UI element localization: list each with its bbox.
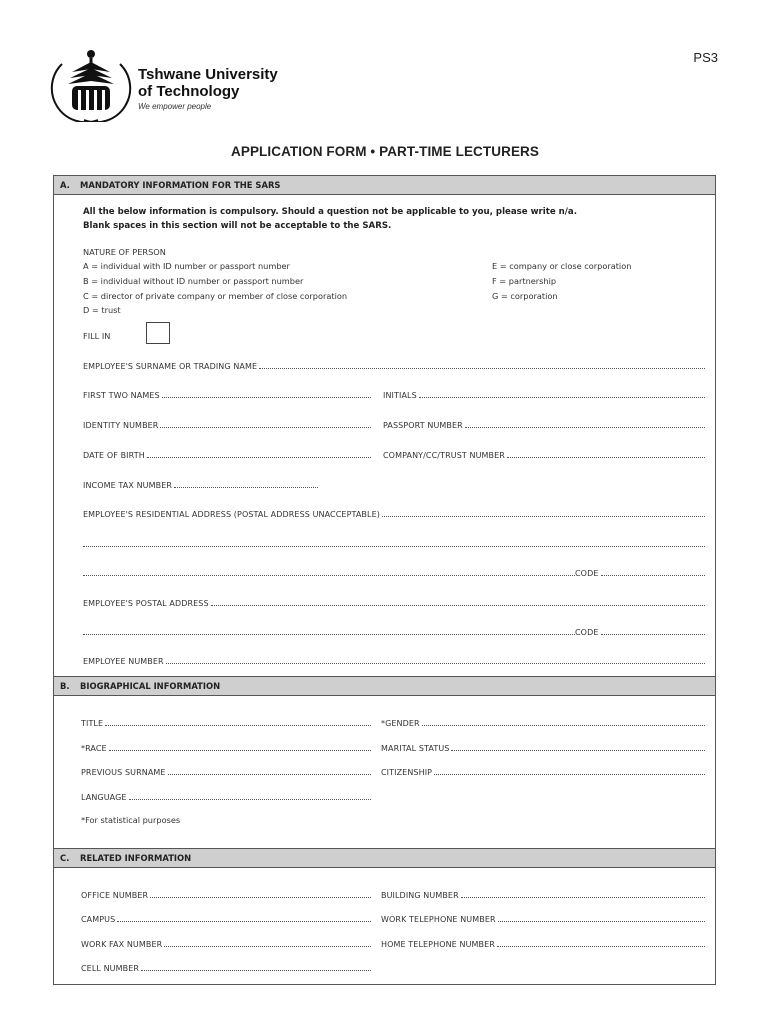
- previous-surname-field[interactable]: [81, 765, 371, 777]
- tut-emblem-icon: [48, 46, 134, 122]
- surname-label: EMPLOYEE'S SURNAME OR TRADING NAME: [83, 362, 258, 371]
- company-number-label: COMPANY/CC/TRUST NUMBER: [383, 451, 505, 460]
- campus-label: CAMPUS: [81, 915, 116, 924]
- nature-option-c: C = director of private company or member of close corporation: [83, 291, 348, 301]
- surname-field[interactable]: [83, 359, 705, 371]
- residential-address-line2[interactable]: [83, 537, 705, 549]
- section-b-header: [53, 676, 716, 696]
- race-field[interactable]: [81, 741, 371, 753]
- gender-label: *GENDER: [381, 719, 420, 728]
- first-names-field[interactable]: [83, 388, 371, 400]
- company-number-field[interactable]: [383, 448, 705, 460]
- gender-field[interactable]: [381, 716, 705, 728]
- section-b-title: BIOGRAPHICAL INFORMATION: [80, 681, 221, 691]
- office-number-field[interactable]: [81, 888, 371, 900]
- identity-number-label: IDENTITY NUMBER: [83, 421, 159, 430]
- postal-address-line2[interactable]: [83, 625, 575, 637]
- language-field[interactable]: [81, 790, 371, 802]
- postal-address-field[interactable]: [83, 596, 705, 608]
- home-telephone-field[interactable]: [381, 937, 705, 949]
- postal-code-label: CODE: [575, 628, 599, 637]
- nature-of-person-heading: NATURE OF PERSON: [83, 247, 166, 257]
- nature-option-f: F = partnership: [492, 276, 557, 286]
- building-number-label: BUILDING NUMBER: [381, 891, 459, 900]
- postal-code-field[interactable]: [575, 625, 705, 637]
- cell-number-label: CELL NUMBER: [81, 964, 140, 973]
- residential-address-field[interactable]: [83, 507, 705, 519]
- university-name-line2: of Technology: [138, 83, 240, 100]
- date-of-birth-label: DATE OF BIRTH: [83, 451, 145, 460]
- section-c-header: [53, 848, 716, 868]
- building-number-field[interactable]: [381, 888, 705, 900]
- first-names-label: FIRST TWO NAMES: [83, 391, 160, 400]
- income-tax-field[interactable]: [83, 478, 318, 490]
- nature-of-person-input[interactable]: [146, 322, 170, 344]
- office-number-label: OFFICE NUMBER: [81, 891, 149, 900]
- passport-number-label: PASSPORT NUMBER: [383, 421, 463, 430]
- date-of-birth-field[interactable]: [83, 448, 371, 460]
- nature-option-a: A = individual with ID number or passport number: [83, 261, 290, 271]
- university-tagline: We empower people: [138, 102, 212, 111]
- nature-option-e: E = company or close corporation: [492, 261, 632, 271]
- section-a-intro-line2: Blank spaces in this section will not be acceptable to the SARS.: [83, 221, 392, 231]
- cell-number-field[interactable]: [81, 961, 371, 973]
- passport-number-field[interactable]: [383, 418, 705, 430]
- work-telephone-field[interactable]: [381, 912, 705, 924]
- residential-address-line3[interactable]: [83, 566, 575, 578]
- section-c-letter: C.: [60, 853, 70, 863]
- employee-number-label: EMPLOYEE NUMBER: [83, 657, 164, 666]
- fill-in-label: FILL IN: [83, 331, 111, 341]
- citizenship-label: CITIZENSHIP: [381, 768, 433, 777]
- university-name-line1: Tshwane University: [138, 66, 278, 83]
- race-label: *RACE: [81, 744, 107, 753]
- university-logo: [48, 46, 308, 122]
- previous-surname-label: PREVIOUS SURNAME: [81, 768, 166, 777]
- section-c-title: RELATED INFORMATION: [80, 853, 192, 863]
- nature-option-b: B = individual without ID number or passport number: [83, 276, 304, 286]
- title-field[interactable]: [81, 716, 371, 728]
- campus-field[interactable]: [81, 912, 371, 924]
- marital-status-field[interactable]: [381, 741, 705, 753]
- initials-label: INITIALS: [383, 391, 417, 400]
- income-tax-label: INCOME TAX NUMBER: [83, 481, 173, 490]
- form-code: PS3: [693, 50, 718, 65]
- section-a-title: MANDATORY INFORMATION FOR THE SARS: [80, 180, 281, 190]
- nature-option-g: G = corporation: [492, 291, 558, 301]
- section-a-header: [53, 175, 716, 195]
- residential-code-label: CODE: [575, 569, 599, 578]
- home-telephone-label: HOME TELEPHONE NUMBER: [381, 940, 495, 949]
- work-fax-field[interactable]: [81, 937, 371, 949]
- initials-field[interactable]: [383, 388, 705, 400]
- employee-number-field[interactable]: [83, 654, 705, 666]
- citizenship-field[interactable]: [381, 765, 705, 777]
- work-telephone-label: WORK TELEPHONE NUMBER: [381, 915, 496, 924]
- postal-address-label: EMPLOYEE'S POSTAL ADDRESS: [83, 599, 209, 608]
- identity-number-field[interactable]: [83, 418, 371, 430]
- nature-option-d: D = trust: [83, 305, 121, 315]
- residential-address-label: EMPLOYEE'S RESIDENTIAL ADDRESS (POSTAL ADDRESS UNACCEPTABLE): [83, 510, 380, 519]
- section-a-intro-line1: All the below information is compulsory. Should a question not be applicable to you, please write n/a.: [83, 207, 577, 217]
- section-a-letter: A.: [60, 180, 70, 190]
- title-label: TITLE: [81, 719, 104, 728]
- work-fax-label: WORK FAX NUMBER: [81, 940, 163, 949]
- language-label: LANGUAGE: [81, 793, 127, 802]
- marital-status-label: MARITAL STATUS: [381, 744, 450, 753]
- form-title: APPLICATION FORM • PART-TIME LECTURERS: [230, 144, 540, 159]
- residential-code-field[interactable]: [575, 566, 705, 578]
- section-b-letter: B.: [60, 681, 70, 691]
- statistical-footnote: *For statistical purposes: [81, 815, 181, 825]
